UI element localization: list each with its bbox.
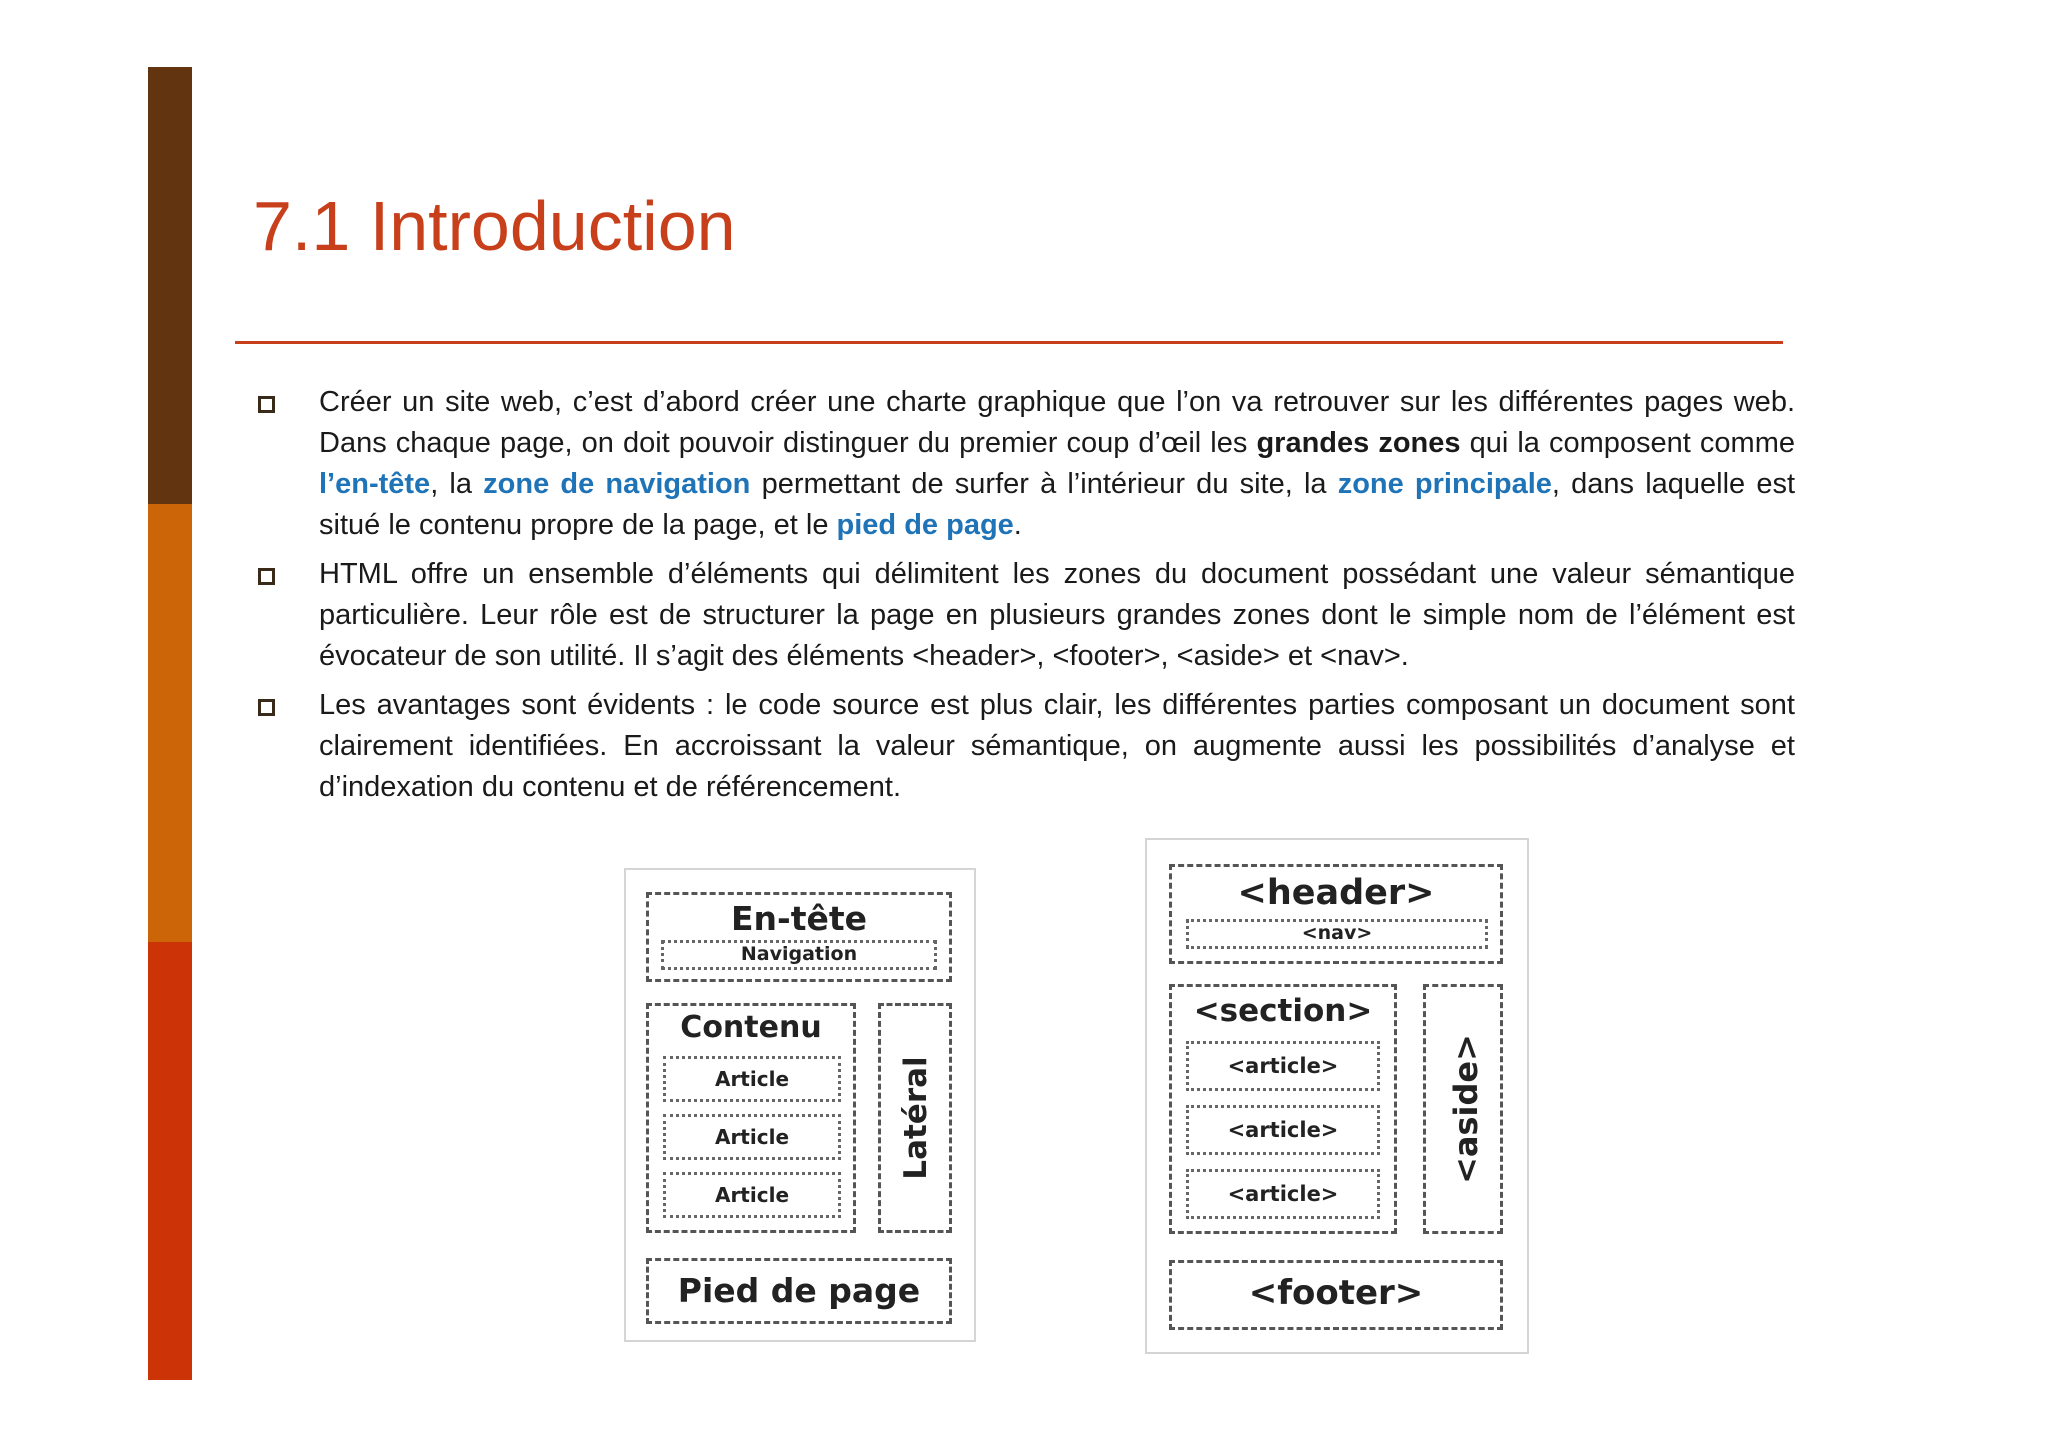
highlight-pied-de-page: pied de page	[836, 509, 1014, 541]
diagram-header-label: En-tête	[730, 899, 868, 938]
diagram-article-zone	[1186, 1041, 1380, 1091]
highlight-zone-navigation: zone de navigation	[483, 468, 751, 500]
diagram-article-zone	[663, 1114, 841, 1160]
diagram-article-zone	[663, 1172, 841, 1218]
diagram-content-zone	[646, 1003, 856, 1233]
diagram-footer-label: <footer>	[1248, 1273, 1424, 1313]
decor-bar-brown	[148, 67, 192, 504]
slide-title: 7.1 Introduction	[253, 187, 736, 265]
bullet-text	[319, 382, 1795, 546]
title-divider	[235, 341, 1783, 344]
bullet-text: HTML offre un ensemble d’éléments qui délimitent les zones du document possédant une valeur sémantique particulière. Leur rôle est de structurer la page en plusieurs grandes zones dont le simple nom de l’élément est évocateur de son utilité. Il s’agit des éléments <header>, <footer>, <aside> et <nav>.	[319, 558, 1795, 672]
diagram-article-zone	[1186, 1105, 1380, 1155]
diagram-aside-label: <aside>	[1447, 1034, 1485, 1184]
text-run: .	[1013, 509, 1022, 541]
emphasis-grandes-zones: grandes zones	[1256, 427, 1461, 459]
text-run: Créer un site web, c’est d’abord créer une charte graphique que l’on va retrouver sur les différentes pages web. Dans chaque page, on doit pouvoir distinguer du premier coup d’œil les	[319, 386, 1795, 459]
diagram-article-label: <article>	[1227, 1118, 1339, 1142]
text-run: , dans laquelle est situé le contenu propre de la page, et le	[319, 468, 1796, 541]
diagram-article-label: Article	[714, 1125, 790, 1149]
square-bullet-icon	[258, 396, 275, 413]
diagram-article-label: Article	[714, 1183, 790, 1207]
diagram-aside-zone	[878, 1003, 952, 1233]
layout-diagram-french	[624, 868, 976, 1342]
diagram-header-zone	[1169, 864, 1503, 964]
square-bullet-icon	[258, 568, 275, 585]
highlight-zone-principale: zone principale	[1337, 468, 1552, 500]
diagram-section-label: <section>	[1193, 993, 1373, 1029]
diagram-nav-label: <nav>	[1301, 922, 1373, 944]
diagram-aside-label: Latéral	[898, 1056, 934, 1180]
decor-bar-orange	[148, 504, 192, 942]
diagram-nav-zone	[1186, 919, 1488, 949]
diagram-nav-label: Navigation	[740, 943, 858, 965]
diagram-footer-label: Pied de page	[677, 1271, 921, 1310]
square-bullet-icon	[258, 699, 275, 716]
bullet-item-3	[255, 685, 1795, 808]
diagram-article-label: <article>	[1227, 1054, 1339, 1078]
text-run: qui la composent comme	[1460, 427, 1796, 459]
bullet-text: Les avantages sont évidents : le code source est plus clair, les différentes parties composant un document sont clairement identifiées. En accroissant la valeur sémantique, on augmente aussi les possibilités d’analyse et d’indexation du contenu et de référencement.	[319, 689, 1795, 803]
diagram-footer-zone	[646, 1258, 952, 1324]
diagram-article-label: Article	[714, 1067, 790, 1091]
diagram-section-zone	[1169, 984, 1397, 1234]
text-run: permettant de surfer à l’intérieur du site, la	[750, 468, 1338, 500]
bullet-item-2	[255, 554, 1795, 677]
diagram-aside-zone	[1423, 984, 1503, 1234]
bullet-item-1	[255, 382, 1795, 546]
diagram-header-label: <header>	[1237, 873, 1435, 913]
diagram-article-label: <article>	[1227, 1182, 1339, 1206]
decor-bar-red	[148, 942, 192, 1380]
bullet-list	[255, 382, 1795, 816]
layout-diagram-html5	[1145, 838, 1529, 1354]
diagram-article-zone	[1186, 1169, 1380, 1219]
diagram-article-zone	[663, 1056, 841, 1102]
diagram-content-label: Contenu	[680, 1010, 822, 1045]
diagram-nav-zone	[661, 940, 937, 970]
diagram-header-zone	[646, 892, 952, 982]
diagram-footer-zone	[1169, 1260, 1503, 1330]
text-run: , la	[430, 468, 484, 500]
highlight-en-tete: l’en-tête	[319, 468, 431, 500]
